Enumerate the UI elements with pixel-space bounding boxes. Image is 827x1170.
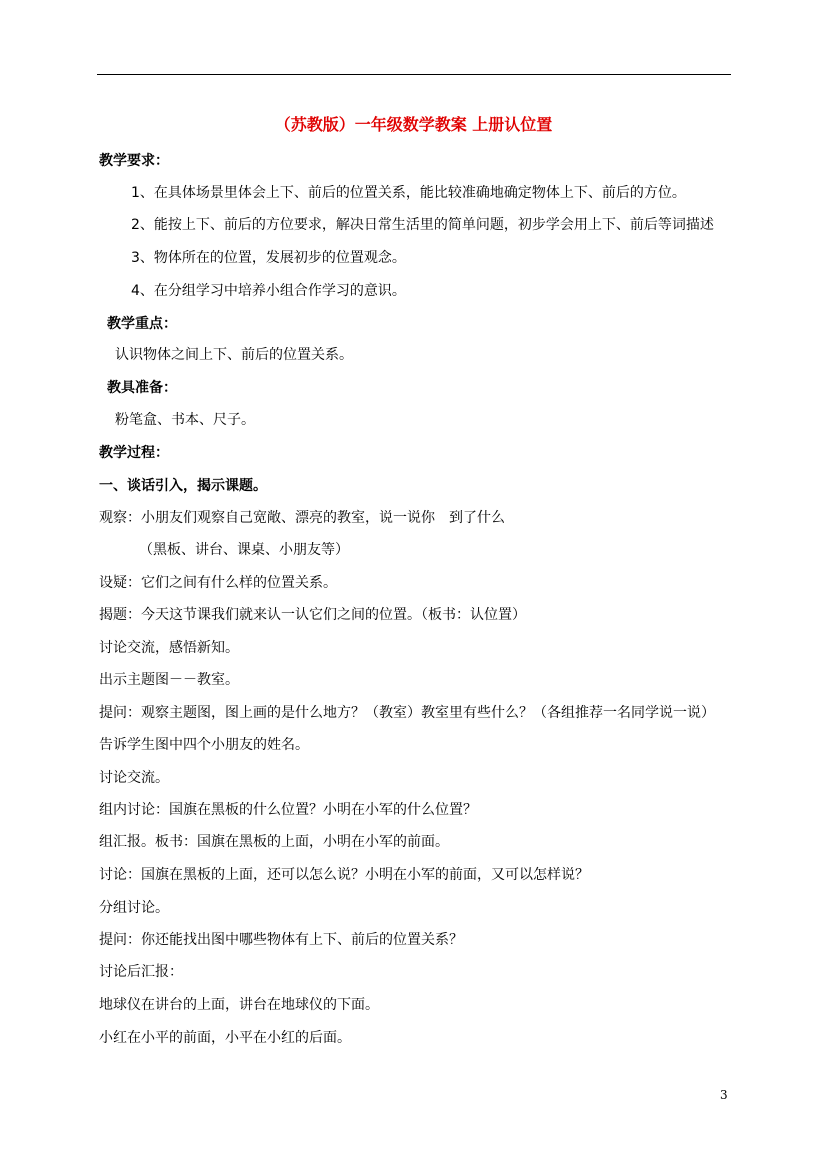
requirement-2: 2、能按上下、前后的方位要求，解决日常生活里的简单问题，初步学会用上下、前后等词描述 (131, 217, 714, 233)
discussion-line: 讨论交流，感悟新知。 (99, 640, 239, 656)
group-report-line: 组汇报。板书：国旗在黑板的上面，小明在小军的前面。 (99, 834, 449, 850)
requirement-4: 4、在分组学习中培养小组合作学习的意识。 (131, 283, 406, 299)
discuss-exchange-line: 讨论交流。 (99, 770, 169, 786)
step-one-heading: 一、谈话引入，揭示课题。 (99, 478, 267, 494)
header-rule (97, 74, 731, 75)
tell-names-line: 告诉学生图中四个小朋友的姓名。 (99, 737, 309, 753)
heading-process: 教学过程： (99, 445, 169, 461)
find-objects-line: 提问：你还能找出图中哪些物体有上下、前后的位置关系？ (99, 932, 463, 948)
globe-podium-line: 地球仪在讲台的上面，讲台在地球仪的下面。 (99, 997, 379, 1013)
heading-materials: 教具准备： (107, 380, 177, 396)
requirement-1: 1、在具体场景里体会上下、前后的位置关系，能比较准确地确定物体上下、前后的方位。 (131, 185, 686, 201)
show-image-line: 出示主题图－－教室。 (99, 672, 239, 688)
report-after-discuss-line: 讨论后汇报： (99, 964, 183, 980)
group-discuss-line: 组内讨论：国旗在黑板的什么位置？小明在小军的什么位置？ (99, 802, 477, 818)
discuss-alt-line: 讨论：国旗在黑板的上面，还可以怎么说？小明在小军的前面，又可以怎样说？ (99, 867, 589, 883)
group-discussion-line: 分组讨论。 (99, 900, 169, 916)
document-title: （苏教版）一年级数学教案 上册认位置 (274, 115, 553, 134)
xiaohong-xiaoping-line: 小红在小平的前面，小平在小红的后面。 (99, 1030, 351, 1046)
observe-items: （黑板、讲台、课桌、小朋友等） (139, 542, 349, 558)
reveal-topic-line: 揭题：今天这节课我们就来认一认它们之间的位置。（板书：认位置） (99, 607, 526, 623)
key-points-text: 认识物体之间上下、前后的位置关系。 (115, 347, 353, 363)
heading-key-points: 教学重点： (107, 316, 177, 332)
requirement-3: 3、物体所在的位置，发展初步的位置观念。 (131, 250, 406, 266)
materials-text: 粉笔盒、书本、尺子。 (115, 412, 255, 428)
observe-line: 观察：小朋友们观察自己宽敞、漂亮的教室，说一说你 到了什么 (99, 510, 505, 526)
heading-requirements: 教学要求： (99, 153, 169, 169)
ask-line: 提问：观察主题图，图上画的是什么地方？（教室）教室里有些什么？（各组推荐一名同学说一说） (99, 705, 715, 721)
question-line: 设疑：它们之间有什么样的位置关系。 (99, 575, 337, 591)
page-number: 3 (720, 1088, 728, 1102)
